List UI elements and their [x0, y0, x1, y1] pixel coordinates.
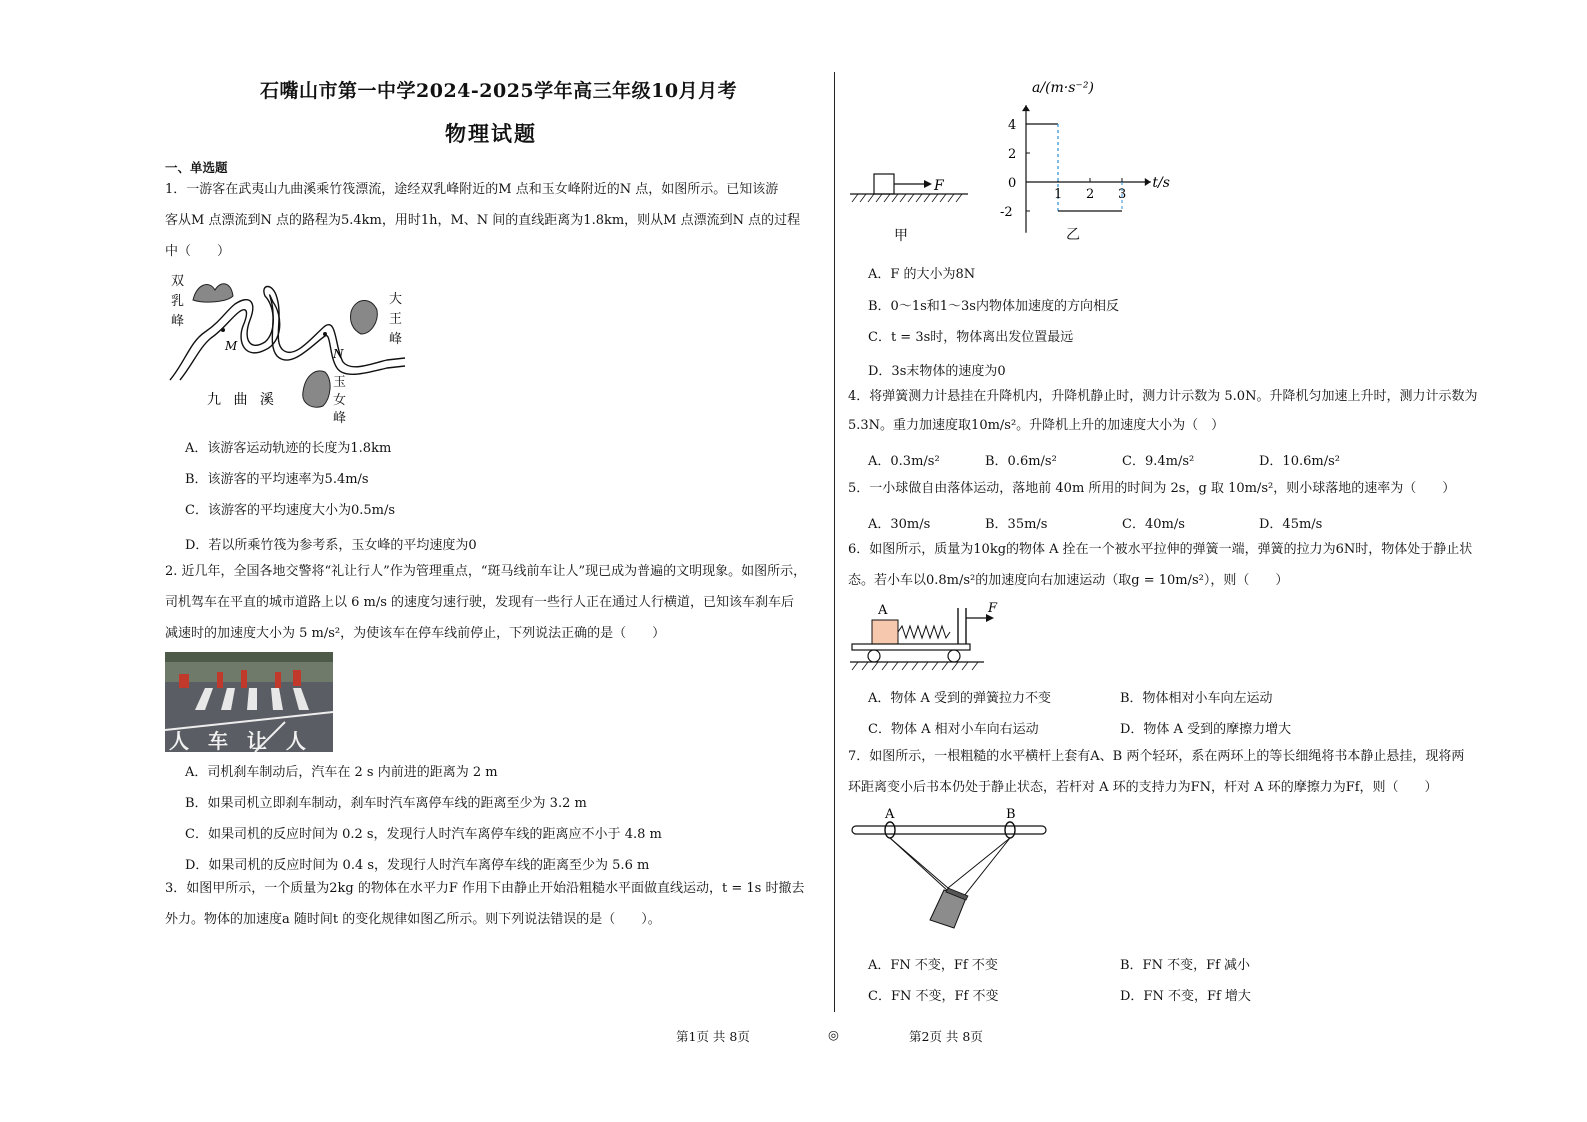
q5-option-d: D．45m/s — [1259, 517, 1323, 532]
q6-option-c: C．物体 A 相对小车向右运动 — [868, 722, 1039, 737]
q3-figure-jia — [848, 166, 978, 246]
q6-line-2: 态。若小车以0.8m/s²的加速度向右加速运动（取g = 10m/s²），则（ ） — [848, 573, 1289, 588]
dawang-peak-icon — [350, 300, 377, 334]
left-page — [165, 70, 830, 1020]
column-divider — [834, 72, 835, 1012]
q5-line: 5．一小球做自由落体运动，落地前 40m 所用的时间为 2s，g 取 10m/s²，则小球落地的速率为（ ） — [848, 481, 1456, 496]
yunu-peak-icon — [303, 371, 330, 407]
q3-option-c: C．t = 3s时，物体离出发位置最远 — [868, 330, 1074, 345]
ring-a-label: A — [885, 807, 895, 822]
q1-line-3: 中（ ） — [165, 244, 231, 259]
crosswalk-scene — [165, 652, 333, 752]
q7-rod-figure — [848, 806, 1053, 936]
block-a-icon — [872, 620, 898, 644]
string-b — [948, 838, 1010, 888]
q2-option-b: B．如果司机立即刹车制动，刹车时汽车离停车线的距离至少为 3.2 m — [185, 796, 587, 811]
y-tick-label: 0 — [1008, 176, 1017, 191]
y-tick-label: 4 — [1008, 118, 1017, 133]
q5-option-c: C．40m/s — [1122, 517, 1185, 532]
point-n — [323, 332, 327, 336]
bottom-peak-label: 玉女峰 — [333, 375, 347, 426]
y-tick-label: 2 — [1008, 147, 1017, 162]
footer-page-left: 第1页 共 8页 — [676, 1029, 750, 1044]
q7-line-2: 环距离变小后书本仍处于静止状态，若杆对 A 环的支持力为FN，杆对 A 环的摩擦力为Ff，则（ ） — [848, 780, 1438, 795]
q6-option-d: D．物体 A 受到的摩擦力增大 — [1120, 722, 1292, 737]
q2-option-a: A．司机刹车制动后，汽车在 2 s 内前进的距离为 2 m — [185, 765, 498, 780]
spring-icon — [898, 626, 950, 638]
q4-option-a: A．0.3m/s² — [868, 454, 940, 469]
block-icon — [874, 174, 894, 194]
left-peak-label: 双乳峰 — [171, 274, 185, 329]
x-axis-arrow-icon — [1145, 178, 1151, 186]
q1-option-b: B．该游客的平均速率为5.4m/s — [185, 472, 369, 487]
exam-subtitle: 物理试题 — [445, 121, 537, 146]
right-page — [848, 70, 1513, 1020]
q1-option-c: C．该游客的平均速度大小为0.5m/s — [185, 503, 395, 518]
q6-line-1: 6．如图所示，质量为10kg的物体 A 拴在一个被水平拉伸的弹簧一端，弹簧的拉力为6N时，物体处于静止状 — [848, 542, 1473, 557]
shuangru-peak-icon — [193, 284, 233, 302]
q7-line-1: 7．如图所示，一根粗糙的水平横杆上套有A、B 两个轻环，系在两环上的等长细绳将书本静止悬挂，现将两 — [848, 749, 1465, 764]
cart-ground-hatch — [852, 662, 978, 670]
q2-line-3: 减速时的加速度大小为 5 m/s²，为使该车在停车线前停止，下列说法正确的是（ ） — [165, 626, 666, 641]
y-tick-label: -2 — [1000, 205, 1013, 220]
q7-option-c: C．FN 不变，Ff 不变 — [868, 989, 999, 1004]
q6-cart-figure — [848, 600, 998, 675]
x-tick-label: 2 — [1086, 187, 1095, 202]
q4-option-c: C．9.4m/s² — [1122, 454, 1195, 469]
y-axis-arrow-icon — [1022, 105, 1030, 111]
q4-line-2: 5.3N。重力加速度取10m/s²。升降机上升的加速度大小为（ ） — [848, 418, 1225, 433]
q1-line-1: 1．一游客在武夷山九曲溪乘竹筏漂流，途经双乳峰附近的M 点和玉女峰附近的N 点，如图所示。已知该游 — [165, 182, 779, 197]
wheel-right-icon — [948, 650, 960, 662]
cart-bed — [852, 644, 970, 650]
right-peak-label: 大王峰 — [389, 292, 403, 347]
q1-river-map — [165, 272, 410, 432]
section-heading: 一、单选题 — [165, 160, 228, 175]
q1-option-a: A．该游客运动轨迹的长度为1.8km — [185, 441, 392, 456]
point-n-label: N — [333, 347, 344, 361]
ring-b-label: B — [1006, 807, 1016, 822]
q6-option-a: A．物体 A 受到的弹簧拉力不变 — [868, 691, 1052, 706]
x-tick-label: 1 — [1054, 187, 1063, 202]
q6-force-label: F — [988, 601, 998, 616]
q4-option-d: D．10.6m/s² — [1259, 454, 1340, 469]
q4-option-b: B．0.6m/s² — [985, 454, 1057, 469]
q1-line-2: 客从M 点漂流到N 点的路程为5.4km，用时1h，M、N 间的直线距离为1.8km，则从M 点漂流到N 点的过程 — [165, 213, 801, 228]
q4-line-1: 4．将弹簧测力计悬挂在升降机内，升降机静止时，测力计示数为 5.0N。升降机匀加速上升时，测力计示数为 — [848, 389, 1478, 404]
wheel-left-icon — [868, 650, 880, 662]
string-b2 — [964, 838, 1010, 896]
q3-line-1: 3．如图甲所示，一个质量为2kg 的物体在水平力F 作用下由静止开始沿粗糙水平面做直线运动，t = 1s 时撤去 — [165, 881, 805, 896]
chart-series — [1026, 124, 1122, 211]
point-m-label: M — [225, 339, 238, 353]
q2-option-d: D．如果司机的反应时间为 0.4 s，发现行人时汽车离停车线的距离至少为 5.6 m — [185, 858, 650, 873]
footer-page-right: 第2页 共 8页 — [909, 1029, 983, 1044]
q7-option-b: B．FN 不变，Ff 减小 — [1120, 958, 1251, 973]
ground-hatch — [852, 194, 962, 202]
q1-option-d: D．若以所乘竹筏为参考系，玉女峰的平均速度为0 — [185, 538, 477, 553]
q6-option-b: B．物体相对小车向左运动 — [1120, 691, 1273, 706]
fig-jia-label: 甲 — [894, 228, 908, 244]
q2-line-1: 2. 近几年，全国各地交警将“礼让行人”作为管理重点，“斑马线前车让人”现已成为普遍的文明现象。如图所示， — [165, 564, 807, 579]
q6-block-label: A — [878, 603, 888, 618]
q3-force-label: F — [934, 178, 944, 194]
fig-yi-label: 乙 — [1066, 227, 1080, 243]
x-tick-label: 3 — [1118, 187, 1127, 202]
exam-title: 石嘴山市第一中学2024-2025学年高三年级10月月考 — [260, 80, 738, 102]
q3-line-2: 外力。物体的加速度a 随时间t 的变化规律如图乙所示。则下列说法错误的是（ ）。 — [165, 912, 661, 927]
q5-option-b: B．35m/s — [985, 517, 1048, 532]
q7-option-d: D．FN 不变，Ff 增大 — [1120, 989, 1251, 1004]
string-a2 — [890, 838, 948, 888]
q2-option-c: C．如果司机的反应时间为 0.2 s，发现行人时汽车离停车线的距离应不小于 4.8 m — [185, 827, 662, 842]
y-axis-label: a/(m·s⁻²) — [1032, 80, 1094, 96]
q3-option-a: A．F 的大小为8N — [868, 267, 976, 282]
q3-option-d: D．3s末物体的速度为0 — [868, 364, 1006, 379]
q3-option-b: B．0～1s和1～3s内物体加速度的方向相反 — [868, 299, 1119, 314]
q5-option-a: A．30m/s — [868, 517, 931, 532]
x-axis-label: t/s — [1152, 175, 1170, 191]
footer-symbol: ◎ — [828, 1027, 839, 1042]
river-label: 九 曲 溪 — [207, 392, 278, 408]
horizontal-rod — [852, 826, 1046, 834]
q3-at-chart — [988, 70, 1188, 250]
q2-crosswalk-photo — [165, 652, 333, 752]
q2-line-2: 司机驾车在平直的城市道路上以 6 m/s 的速度匀速行驶，发现有一些行人正在通过人行横道，已知该车刹车后 — [165, 595, 795, 610]
q7-option-a: A．FN 不变，Ff 不变 — [868, 958, 998, 973]
point-m — [221, 328, 225, 332]
force-arrowhead-icon — [924, 180, 932, 188]
crosswalk-road-text: 人 车 让 人 — [169, 729, 312, 752]
